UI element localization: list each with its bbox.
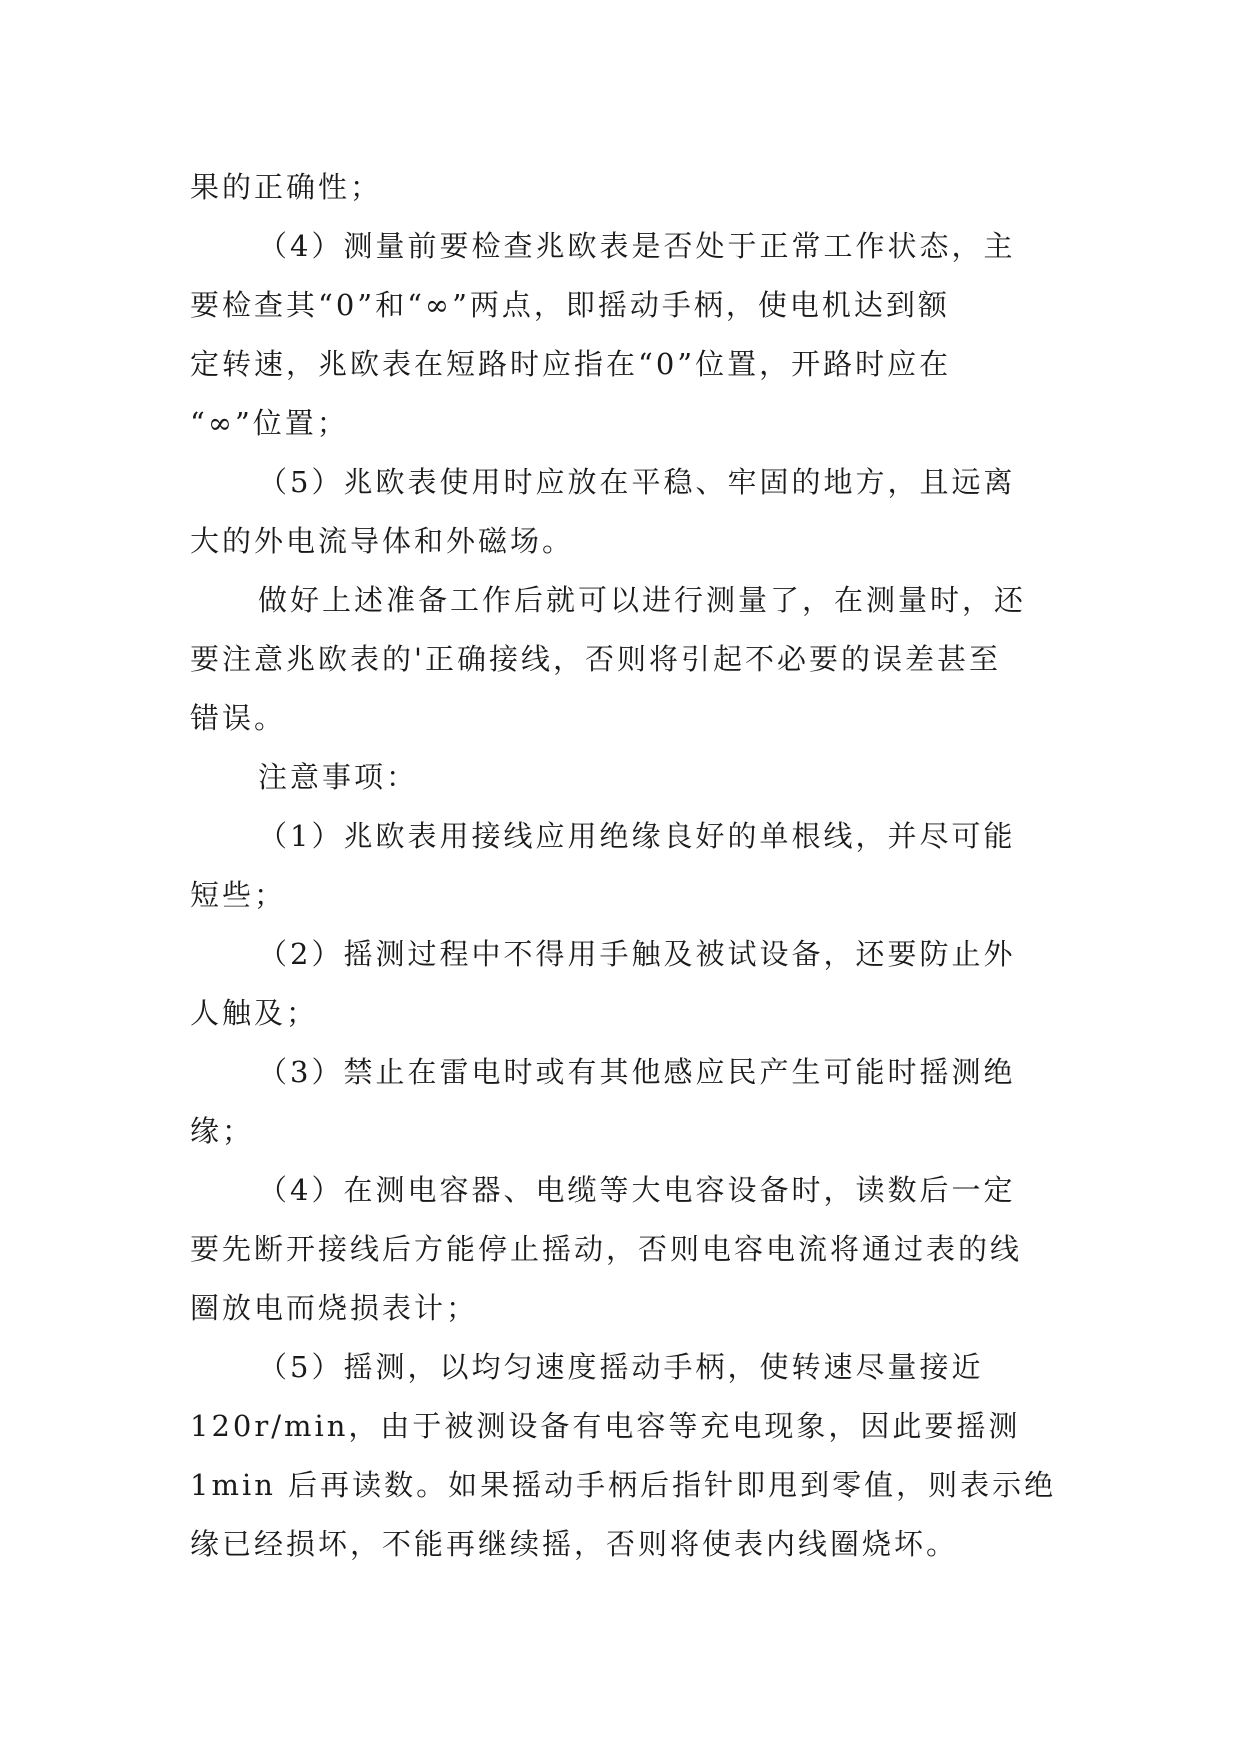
section-heading: 注意事项： bbox=[258, 760, 419, 794]
text-line: 果的正确性； bbox=[190, 170, 383, 204]
text-line: 错误。 bbox=[190, 701, 287, 735]
text-line: 缘； bbox=[190, 1114, 255, 1148]
text-line: （4）在测电容器、电缆等大电容设备时，读数后一定 bbox=[258, 1173, 1016, 1207]
text-line: 短些； bbox=[190, 878, 287, 912]
text-line: （4）测量前要检查兆欧表是否处于正常工作状态，主 bbox=[258, 229, 1016, 263]
text-line: （5）摇测，以均匀速度摇动手柄，使转速尽量接近 bbox=[258, 1350, 984, 1384]
text-line: 要注意兆欧表的'正确接线，否则将引起不必要的误差甚至 bbox=[190, 642, 1001, 676]
text-line: 缘已经损坏，不能再继续摇，否则将使表内线圈烧坏。 bbox=[190, 1527, 959, 1561]
text-line: （5）兆欧表使用时应放在平稳、牢固的地方，且远离 bbox=[258, 465, 1016, 499]
text-line: 人触及； bbox=[190, 996, 319, 1030]
text-line: （1）兆欧表用接线应用绝缘良好的单根线，并尽可能 bbox=[258, 819, 1016, 853]
text-line: 要检查其“0”和“∞”两点，即摇动手柄，使电机达到额 bbox=[190, 288, 950, 322]
text-line: 1min 后再读数。如果摇动手柄后指针即甩到零值，则表示绝 bbox=[190, 1468, 1057, 1502]
document-body bbox=[190, 158, 1057, 1574]
text-line: 要先断开接线后方能停止摇动，否则电容电流将通过表的线 bbox=[190, 1232, 1023, 1266]
text-line: 做好上述准备工作后就可以进行测量了，在测量时，还 bbox=[258, 583, 1027, 617]
text-line: 大的外电流导体和外磁场。 bbox=[190, 524, 575, 558]
text-line: （2）摇测过程中不得用手触及被试设备，还要防止外 bbox=[258, 937, 1016, 971]
text-line: 120r/min，由于被测设备有电容等充电现象，因此要摇测 bbox=[190, 1409, 1021, 1443]
text-line: 定转速，兆欧表在短路时应指在“0”位置，开路时应在 bbox=[190, 347, 952, 381]
text-line: （3）禁止在雷电时或有其他感应民产生可能时摇测绝 bbox=[258, 1055, 1016, 1089]
text-line: 圈放电而烧损表计； bbox=[190, 1291, 479, 1325]
text-line: “∞”位置； bbox=[190, 406, 349, 440]
